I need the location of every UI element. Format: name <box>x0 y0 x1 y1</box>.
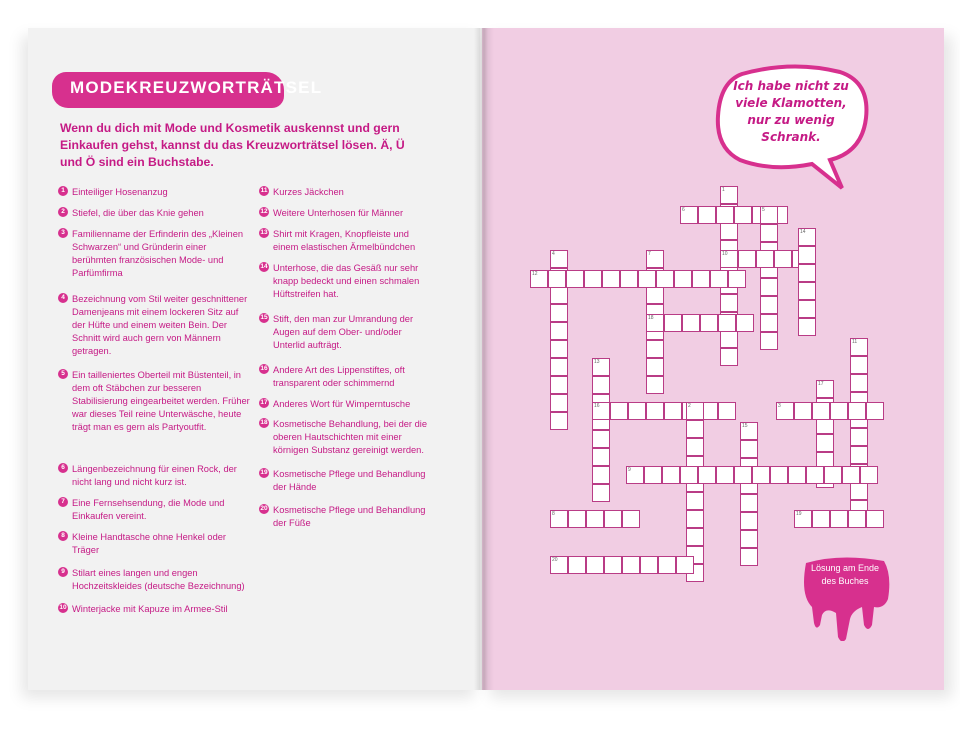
crossword-cell[interactable] <box>640 556 658 574</box>
crossword-cell[interactable] <box>686 402 704 420</box>
crossword-cell[interactable] <box>698 206 716 224</box>
crossword-cell[interactable] <box>830 510 848 528</box>
clue-text: Stift, den man zur Umrandung der Augen auf dem Ober- und/oder Unterlid aufträgt. <box>273 314 414 350</box>
crossword-cell[interactable] <box>816 380 834 398</box>
crossword-cell[interactable] <box>646 286 664 304</box>
crossword-cell[interactable] <box>798 318 816 336</box>
crossword-cell[interactable] <box>604 556 622 574</box>
clue-item <box>259 468 429 494</box>
clue-item <box>259 207 429 220</box>
clue-item <box>58 531 252 557</box>
clue-number-badge: 5 <box>58 369 68 379</box>
clue-number-badge: 17 <box>260 399 268 406</box>
crossword-cell[interactable] <box>686 510 704 528</box>
crossword-cell[interactable] <box>720 250 738 268</box>
clue-item <box>259 313 429 352</box>
crossword-cell[interactable] <box>676 556 694 574</box>
crossword-cell[interactable] <box>550 412 568 430</box>
crossword-cell[interactable] <box>798 282 816 300</box>
crossword-cell[interactable] <box>622 556 640 574</box>
crossword-cell[interactable] <box>550 286 568 304</box>
clue-number-badge: 6 <box>58 463 68 473</box>
clue-text: Anderes Wort für Wimperntusche <box>273 399 411 409</box>
clue-text: Einteiliger Hosenanzug <box>72 187 168 197</box>
crossword-cell[interactable] <box>850 356 868 374</box>
crossword-cell[interactable] <box>566 270 584 288</box>
crossword-cell[interactable] <box>774 250 792 268</box>
crossword-cell[interactable] <box>664 402 682 420</box>
crossword-cell[interactable] <box>644 466 662 484</box>
crossword-cell-number: 10 <box>722 251 728 257</box>
crossword-cell[interactable] <box>756 250 774 268</box>
crossword-cell-number: 16 <box>594 403 600 409</box>
clue-item <box>58 228 252 280</box>
crossword-cell[interactable] <box>798 264 816 282</box>
clue-text: Winterjacke mit Kapuze im Armee-Stil <box>72 604 228 614</box>
crossword-cell[interactable] <box>586 510 604 528</box>
clue-number-badge: 14 <box>260 263 268 270</box>
crossword-cell[interactable] <box>760 314 778 332</box>
crossword-cell[interactable] <box>794 402 812 420</box>
crossword-cell[interactable] <box>620 270 638 288</box>
crossword-cell[interactable] <box>760 296 778 314</box>
crossword-cell[interactable] <box>824 466 842 484</box>
crossword-cell[interactable] <box>592 484 610 502</box>
crossword-cell[interactable] <box>692 270 710 288</box>
crossword-cell[interactable] <box>740 548 758 566</box>
crossword-cell[interactable] <box>798 300 816 318</box>
crossword-cell[interactable] <box>530 270 548 288</box>
crossword-cell[interactable] <box>550 340 568 358</box>
clue-text: Bezeichnung vom Stil weiter geschnittener Damenjeans mit einem lockeren Sitz auf der Hüfte und einem weiten Bein. Der Schnitt wird auch gern von Männern getragen. <box>72 294 248 356</box>
clue-number-badge: 2 <box>58 207 68 217</box>
crossword-cell[interactable] <box>860 466 878 484</box>
crossword-cell-number: 19 <box>796 511 802 517</box>
crossword-cell[interactable] <box>716 206 734 224</box>
clue-number-badge: 1 <box>58 186 68 196</box>
crossword-cell[interactable] <box>752 466 770 484</box>
crossword-cell[interactable] <box>592 430 610 448</box>
crossword-cell-number: 5 <box>762 207 765 213</box>
crossword-cell-number: 7 <box>648 251 651 257</box>
crossword-cell[interactable] <box>842 466 860 484</box>
crossword-cell-number: 13 <box>594 359 600 365</box>
clue-text: Eine Fernsehsendung, die Mode und Einkaufen vereint. <box>72 498 225 521</box>
crossword-cell[interactable] <box>656 270 674 288</box>
clue-number-badge: 19 <box>260 469 268 476</box>
crossword-cell[interactable] <box>686 492 704 510</box>
crossword-cell[interactable] <box>602 270 620 288</box>
crossword-cell[interactable] <box>866 510 884 528</box>
crossword-cell[interactable] <box>788 466 806 484</box>
clue-text: Ein tailleniertes Oberteil mit Büstenteil, in dem oft Stäbchen zur besseren Stabilisierung eingearbeitet werden. Früher war dieses Teil reine Unterwäsche, heute trägt man es gern als Partyoutfit. <box>72 370 250 432</box>
crossword-cell[interactable] <box>740 494 758 512</box>
crossword-cell[interactable] <box>812 402 830 420</box>
clue-number-badge: 3 <box>58 228 68 238</box>
crossword-cell[interactable] <box>740 422 758 440</box>
clue-number-badge: 15 <box>260 314 268 321</box>
crossword-cell[interactable] <box>740 512 758 530</box>
clue-text: Stiefel, die über das Knie gehen <box>72 208 204 218</box>
crossword-cell[interactable] <box>550 556 568 574</box>
clue-item <box>259 262 429 301</box>
clue-text: Weitere Unterhosen für Männer <box>273 208 404 218</box>
crossword-cell[interactable] <box>738 250 756 268</box>
clue-item <box>259 364 429 390</box>
clue-text: Andere Art des Lippenstiftes, oft transparent oder schimmernd <box>273 365 405 388</box>
clue-number-badge: 16 <box>260 365 268 372</box>
crossword-cell[interactable] <box>550 394 568 412</box>
page-title: MODEKREUZWORTRÄTSEL <box>70 78 323 97</box>
clue-item <box>58 369 252 434</box>
crossword-cell[interactable] <box>850 446 868 464</box>
crossword-cell[interactable] <box>568 556 586 574</box>
crossword-cell[interactable] <box>592 448 610 466</box>
crossword-cell-number: 2 <box>688 403 691 409</box>
clue-item <box>58 207 252 220</box>
crossword-cell[interactable] <box>848 510 866 528</box>
crossword-cell[interactable] <box>718 402 736 420</box>
crossword-cell-number: 17 <box>818 381 824 387</box>
crossword-cell[interactable] <box>760 278 778 296</box>
clue-item <box>259 228 429 254</box>
crossword-cell[interactable] <box>658 556 676 574</box>
clue-number-badge: 7 <box>58 497 68 507</box>
crossword-cell[interactable] <box>628 402 646 420</box>
crossword-cell[interactable] <box>740 530 758 548</box>
crossword-cell[interactable] <box>716 466 734 484</box>
clue-text: Kosmetische Pflege und Behandlung der Füße <box>273 505 426 528</box>
crossword-cell-number: 3 <box>778 403 781 409</box>
crossword-cell-number: 6 <box>682 207 685 213</box>
crossword-cell[interactable] <box>584 270 602 288</box>
crossword-cell[interactable] <box>720 186 738 204</box>
clue-text: Familienname der Erfinderin des „Kleinen Schwarzen“ und Gründerin einer berühmten französischen Mode- und Parfümfirma <box>72 229 244 278</box>
crossword-cell[interactable] <box>626 466 644 484</box>
clue-number-badge: 8 <box>58 531 68 541</box>
crossword-cell[interactable] <box>850 338 868 356</box>
crossword-cell[interactable] <box>720 222 738 240</box>
crossword-cell[interactable] <box>728 270 746 288</box>
crossword-cell[interactable] <box>700 314 718 332</box>
crossword-cell[interactable] <box>806 466 824 484</box>
crossword-cell[interactable] <box>736 314 754 332</box>
crossword-cell-number: 15 <box>742 423 748 429</box>
crossword-cell[interactable] <box>646 340 664 358</box>
crossword-cell[interactable] <box>592 402 610 420</box>
crossword-cell[interactable] <box>550 358 568 376</box>
crossword-cell[interactable] <box>646 358 664 376</box>
crossword-cell[interactable] <box>776 402 794 420</box>
clue-number-badge: 13 <box>260 229 268 236</box>
crossword-cell[interactable] <box>550 304 568 322</box>
crossword-cell[interactable] <box>794 510 812 528</box>
clue-number-badge: 9 <box>58 567 68 577</box>
crossword-cell[interactable] <box>622 510 640 528</box>
book-spine <box>474 28 494 690</box>
crossword-cell[interactable] <box>710 270 728 288</box>
crossword-cell[interactable] <box>866 402 884 420</box>
crossword-cell-number: 8 <box>552 511 555 517</box>
crossword-cell[interactable] <box>850 428 868 446</box>
clue-text: Unterhose, die das Gesäß nur sehr knapp bedeckt und einen schmalen Hüftstreifen hat. <box>273 263 420 299</box>
crossword-cell[interactable] <box>550 250 568 268</box>
crossword-cell[interactable] <box>592 466 610 484</box>
crossword-cell-number: 9 <box>628 467 631 473</box>
crossword-cell[interactable] <box>816 434 834 452</box>
intro-text: Wenn du dich mit Mode und Kosmetik auskennst und gern Einkaufen gehst, kannst du das Kreuzworträtsel lösen. Ä, Ü und Ö sind ein Buchstabe. <box>60 121 405 169</box>
crossword-cell-number: 1 <box>722 187 725 193</box>
crossword-cell[interactable] <box>686 438 704 456</box>
clue-number-badge: 20 <box>260 505 268 512</box>
clue-text: Stilart eines langen und engen Hochzeitskleides (deutsche Bezeichnung) <box>72 568 245 591</box>
crossword-cell[interactable] <box>734 466 752 484</box>
crossword-cell-number: 4 <box>552 251 555 257</box>
crossword-cell[interactable] <box>740 440 758 458</box>
crossword-cell[interactable] <box>680 206 698 224</box>
crossword-cell[interactable] <box>760 206 778 224</box>
clue-text: Längenbezeichnung für einen Rock, der nicht lang und nicht kurz ist. <box>72 464 237 487</box>
solution-note: Lösung am Ende des Buches <box>810 563 880 586</box>
crossword-cell[interactable] <box>646 250 664 268</box>
crossword-cell[interactable] <box>550 376 568 394</box>
crossword-cell[interactable] <box>646 376 664 394</box>
clue-number-badge: 4 <box>58 293 68 303</box>
clue-text: Kosmetische Behandlung, bei der die oberen Hautschichten mit einer körnigen Substanz gereinigt werden. <box>273 419 428 455</box>
crossword-cell[interactable] <box>550 322 568 340</box>
crossword-cell[interactable] <box>720 348 738 366</box>
crossword-cell-number: 14 <box>800 229 806 235</box>
clue-text: Shirt mit Kragen, Knopfleiste und einem elastischen Ärmelbündchen <box>273 229 416 252</box>
crossword-cell[interactable] <box>812 510 830 528</box>
clue-item <box>259 398 429 411</box>
crossword-cell[interactable] <box>586 556 604 574</box>
crossword-cell[interactable] <box>592 376 610 394</box>
crossword-cell[interactable] <box>698 466 716 484</box>
crossword-cell[interactable] <box>798 228 816 246</box>
crossword-cell[interactable] <box>848 402 866 420</box>
clue-text: Kurzes Jäckchen <box>273 187 344 197</box>
crossword-cell[interactable] <box>550 510 568 528</box>
crossword-cell[interactable] <box>798 246 816 264</box>
crossword-cell[interactable] <box>718 314 736 332</box>
crossword-cell[interactable] <box>682 314 700 332</box>
crossword-cell[interactable] <box>686 420 704 438</box>
clue-item <box>259 418 429 457</box>
crossword-cell[interactable] <box>770 466 788 484</box>
crossword-cell[interactable] <box>760 224 778 242</box>
crossword-cell[interactable] <box>662 466 680 484</box>
crossword-cell[interactable] <box>548 270 566 288</box>
crossword-cell[interactable] <box>592 358 610 376</box>
crossword-cell[interactable] <box>850 482 868 500</box>
speech-bubble-text: Ich habe nicht zu viele Klamotten, nur zu wenig Schrank. <box>733 79 849 144</box>
crossword-cell[interactable] <box>830 402 848 420</box>
crossword-cell[interactable] <box>610 402 628 420</box>
clue-number-badge: 18 <box>260 419 268 426</box>
clue-item <box>58 293 252 358</box>
crossword-cell[interactable] <box>720 294 738 312</box>
crossword-cell[interactable] <box>734 206 752 224</box>
crossword-cell[interactable] <box>664 314 682 332</box>
clue-number-badge: 12 <box>260 208 268 215</box>
clue-item <box>259 504 429 530</box>
clue-text: Kosmetische Pflege und Behandlung der Hände <box>273 469 426 492</box>
crossword-cell[interactable] <box>680 466 698 484</box>
clue-text: Kleine Handtasche ohne Henkel oder Träger <box>72 532 227 555</box>
crossword-cell[interactable] <box>720 330 738 348</box>
crossword-cell-number: 20 <box>552 557 558 563</box>
crossword-cell[interactable] <box>850 374 868 392</box>
crossword-cell[interactable] <box>686 528 704 546</box>
clue-item <box>259 186 429 199</box>
crossword-cell[interactable] <box>568 510 586 528</box>
clue-item <box>58 567 252 593</box>
clue-number-badge: 10 <box>59 604 67 611</box>
clue-item <box>58 497 252 523</box>
crossword-cell[interactable] <box>674 270 692 288</box>
clue-item <box>58 603 252 616</box>
crossword-cell[interactable] <box>646 402 664 420</box>
clue-item <box>58 463 252 489</box>
clue-item <box>58 186 252 199</box>
crossword-cell-number: 11 <box>852 339 858 345</box>
clue-number-badge: 11 <box>260 187 268 194</box>
crossword-cell-number: 18 <box>648 315 654 321</box>
crossword-cell-number: 12 <box>532 271 538 277</box>
crossword-cell[interactable] <box>760 332 778 350</box>
crossword-cell[interactable] <box>646 314 664 332</box>
crossword-cell[interactable] <box>604 510 622 528</box>
crossword-cell[interactable] <box>638 270 656 288</box>
